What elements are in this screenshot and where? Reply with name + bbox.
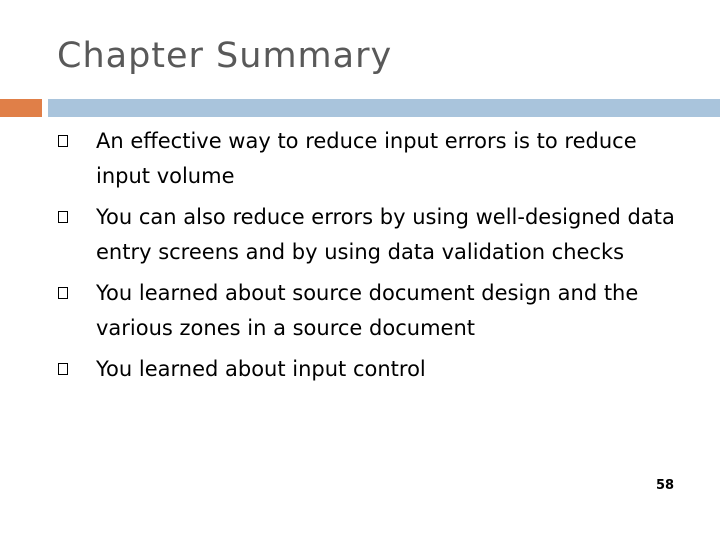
checkbox-outline-icon [58,363,68,375]
page-number: 58 [656,478,675,493]
bullet-item [0,124,720,194]
checkbox-outline-icon [58,135,68,147]
bullet-text: An effective way to reduce input errors is to reduce input volume [96,129,637,188]
bullet-item [0,200,720,270]
bullet-text: You learned about input control [96,357,426,381]
checkbox-outline-icon [58,287,68,299]
bullet-text: You learned about source document design and the various zones in a source document [96,281,639,340]
bullet-list [0,124,720,393]
slide-title: Chapter Summary [57,36,393,76]
accent-bar-blue [48,99,720,117]
checkbox-outline-icon [58,211,68,223]
bullet-item [0,352,720,387]
bullet-text: You can also reduce errors by using well-designed data entry screens and by using data validation checks [96,205,675,264]
bullet-item [0,276,720,346]
accent-bar-orange [0,99,42,117]
